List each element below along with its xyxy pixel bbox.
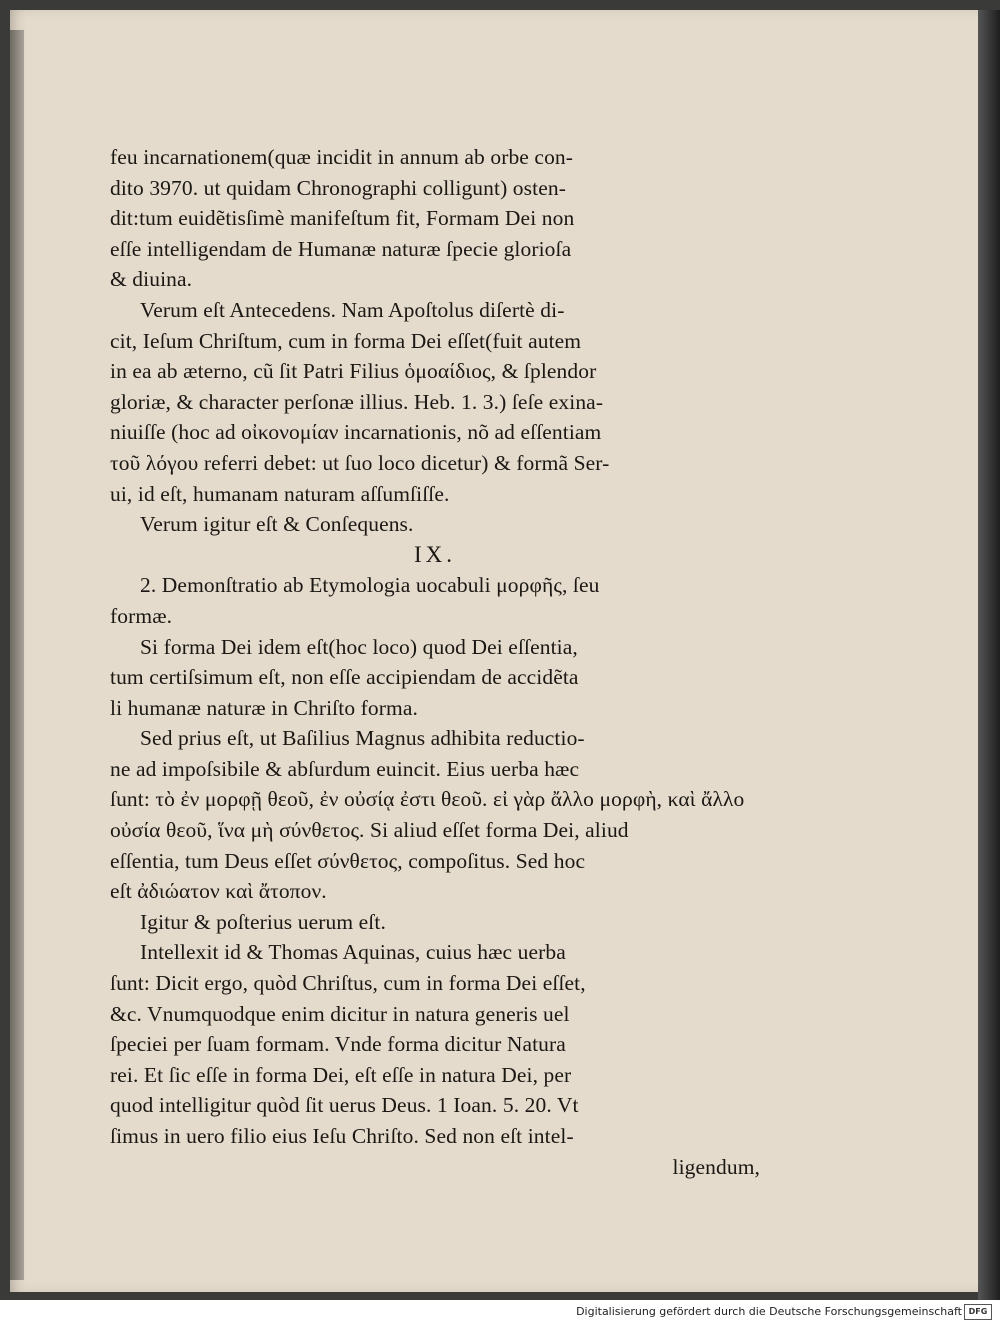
text-line: ui, id eſt, humanam naturam aſſumſiſſe.	[110, 481, 450, 506]
text-line: li humanæ naturæ in Chriſto forma.	[110, 695, 418, 720]
page-edge-shadow	[978, 10, 1000, 1300]
text-line: dito 3970. ut quidam Chronographi colligunt) osten-	[110, 175, 566, 200]
text-line: tum certiſsimum eſt, non eſſe accipiendam de accidẽta	[110, 665, 579, 690]
text-line: Verum eſt Antecedens. Nam Apoſtolus diſertè di-	[140, 297, 565, 322]
text-line: Sed prius eſt, ut Baſilius Magnus adhibita reductio-	[140, 726, 585, 751]
page-spine-shadow	[10, 30, 24, 1280]
text-line: ſunt: Dicit ergo, quòd Chriſtus, cum in forma Dei eſſet,	[110, 971, 586, 996]
text-line: eſſentia, tum Deus eſſet σύνθετος, compoſitus. Sed hoc	[110, 848, 586, 873]
text-line: τοῦ λόγου referri debet: ut ſuo loco dicetur) & formã Ser-	[110, 450, 610, 475]
funding-credit: Digitalisierung gefördert durch die Deutsche Forschungsgemeinschaft	[576, 1305, 962, 1318]
text-line: rei. Et ſic eſſe in forma Dei, eſt eſſe in natura Dei, per	[110, 1062, 572, 1087]
text-line: eſſe intelligendam de Humanæ naturæ ſpecie glorioſa	[110, 236, 572, 261]
text-line: Si forma Dei idem eſt(hoc loco) quod Dei eſſentia,	[140, 634, 578, 659]
text-line: dit:tum euidẽtisſimè manifeſtum fit, Formam Dei non	[110, 206, 575, 231]
catchword: ligendum,	[672, 1154, 760, 1179]
text-line: cit, Ieſum Chriſtum, cum in forma Dei eſſet(fuit autem	[110, 328, 582, 353]
text-line: ne ad impoſsibile & abſurdum euincit. Eius uerba hæc	[110, 756, 580, 781]
text-line: niuiſſe (hoc ad οἰκονομίαν incarnationis, nõ ad eſſentiam	[110, 420, 602, 445]
dfg-logo-icon: DFG	[964, 1304, 992, 1320]
page-text	[110, 142, 760, 1182]
text-line: οὐσία θεοῦ, ἵνα μὴ σύνθετος. Si aliud eſſet forma Dei, aliud	[110, 818, 629, 843]
text-line: gloriæ, & character perſonæ illius. Heb. 1. 3.) ſeſe exina-	[110, 389, 604, 414]
text-line: Verum igitur eſt & Conſequens.	[140, 512, 414, 537]
text-line: Intellexit id & Thomas Aquinas, cuius hæc uerba	[140, 940, 566, 965]
footer-bar	[0, 1300, 1000, 1324]
text-line: &c. Vnumquodque enim dicitur in natura generis uel	[110, 1001, 570, 1026]
text-line: feu incarnationem(quæ incidit in annum ab orbe con-	[110, 145, 574, 169]
text-line: 2. Demonſtratio ab Etymologia uocabuli μορφῆς, ſeu	[140, 573, 600, 598]
text-line: & diuina.	[110, 267, 193, 292]
text-line: eſt ἀδιώατον καὶ ἄτοπον.	[110, 879, 327, 904]
text-line: quod intelligitur quòd ſit uerus Deus. 1 Ioan. 5. 20. Vt	[110, 1093, 579, 1118]
section-heading: IX.	[413, 541, 457, 567]
text-line: Igitur & poſterius uerum eſt.	[140, 909, 386, 934]
text-line: in ea ab æterno, cũ ſit Patri Filius ὁμοαίδιος, & ſplendor	[110, 359, 597, 384]
text-line: ſunt: τὸ ἐν μορφῇ θεοῦ, ἐν οὐσίᾳ ἐστι θεοῦ. εἰ γὰρ ἄλλο μορφὴ, καὶ ἄλλο	[110, 787, 745, 812]
text-line: formæ.	[110, 603, 173, 628]
text-line: ſimus in uero filio eius Ieſu Chriſto. Sed non eſt intel-	[110, 1124, 574, 1148]
text-line: ſpeciei per ſuam formam. Vnde forma dicitur Natura	[110, 1032, 566, 1057]
